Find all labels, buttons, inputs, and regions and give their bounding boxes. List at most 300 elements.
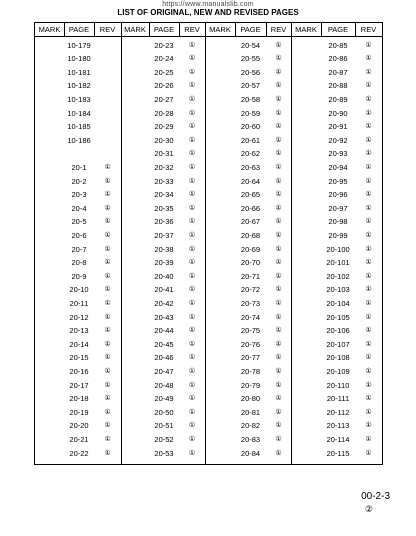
cell-rev: ① bbox=[188, 68, 196, 76]
cell-rev: ① bbox=[188, 435, 196, 443]
cell-mark bbox=[121, 108, 149, 120]
column-header-page: PAGE bbox=[240, 25, 261, 34]
cell-rev: ① bbox=[365, 204, 372, 212]
cell-rev bbox=[94, 108, 121, 120]
cell-page: 20-94 bbox=[328, 162, 348, 172]
cell-rev bbox=[94, 121, 121, 133]
cell-page: 20-5 bbox=[71, 217, 87, 227]
cell-rev: ① bbox=[104, 367, 111, 375]
column-header-page: PAGE bbox=[153, 25, 175, 34]
cell-mark bbox=[205, 312, 235, 324]
cell-rev: ① bbox=[275, 41, 282, 49]
cell-page: 20-59 bbox=[240, 108, 261, 118]
cell-page: 20-100 bbox=[326, 244, 350, 254]
cell-mark bbox=[291, 176, 321, 188]
cell-page: 20-49 bbox=[154, 394, 174, 404]
cell-mark bbox=[121, 162, 149, 174]
cell-rev: ① bbox=[188, 354, 196, 362]
cell-rev: ① bbox=[188, 95, 196, 103]
cell-rev bbox=[94, 53, 121, 65]
cell-rev: ① bbox=[104, 449, 111, 457]
cell-rev: ① bbox=[365, 68, 372, 76]
cell-page: 10-181 bbox=[67, 67, 91, 77]
cell-mark bbox=[205, 53, 235, 65]
cell-page: 10-182 bbox=[67, 81, 91, 91]
cell-mark bbox=[35, 244, 64, 256]
cell-mark bbox=[291, 366, 321, 378]
cell-page: 20-8 bbox=[71, 258, 87, 268]
cell-page: 20-86 bbox=[328, 54, 348, 64]
cell-rev: ① bbox=[188, 55, 196, 63]
cell-mark bbox=[291, 40, 321, 52]
cell-mark bbox=[121, 448, 149, 460]
cell-page: 20-16 bbox=[69, 366, 89, 376]
cell-mark bbox=[291, 325, 321, 337]
cell-mark bbox=[291, 67, 321, 79]
cell-mark bbox=[35, 40, 64, 52]
cell-mark bbox=[205, 189, 235, 201]
cell-page: 20-32 bbox=[154, 162, 174, 172]
cell-rev bbox=[94, 80, 121, 92]
cell-page: 10-183 bbox=[67, 94, 91, 104]
cell-rev: ① bbox=[104, 177, 111, 185]
cell-page: 20-64 bbox=[240, 176, 261, 186]
cell-rev: ① bbox=[104, 354, 111, 362]
cell-rev: ① bbox=[365, 299, 372, 307]
cell-page: 20-98 bbox=[328, 217, 348, 227]
cell-mark bbox=[121, 325, 149, 337]
cell-mark bbox=[205, 216, 235, 228]
cell-page: 20-50 bbox=[154, 407, 174, 417]
cell-mark bbox=[121, 176, 149, 188]
cell-mark bbox=[35, 80, 64, 92]
cell-rev: ① bbox=[275, 327, 282, 335]
cell-rev: ① bbox=[188, 408, 196, 416]
cell-page: 20-35 bbox=[154, 203, 174, 213]
cell-rev: ① bbox=[104, 340, 111, 348]
cell-rev bbox=[94, 148, 121, 160]
cell-page: 20-63 bbox=[240, 162, 261, 172]
cell-rev: ① bbox=[275, 259, 282, 267]
cell-rev: ① bbox=[188, 41, 196, 49]
cell-mark bbox=[205, 352, 235, 364]
cell-mark bbox=[35, 121, 64, 133]
cell-page: 20-19 bbox=[69, 407, 89, 417]
cell-mark bbox=[291, 339, 321, 351]
cell-mark bbox=[205, 148, 235, 160]
cell-page: 20-42 bbox=[154, 298, 174, 308]
cell-mark bbox=[291, 148, 321, 160]
cell-page: 20-88 bbox=[328, 81, 348, 91]
cell-page: 20-95 bbox=[328, 176, 348, 186]
cell-mark bbox=[205, 380, 235, 392]
cell-mark bbox=[121, 420, 149, 432]
cell-rev bbox=[94, 135, 121, 147]
cell-mark bbox=[35, 203, 64, 215]
cell-page: 20-48 bbox=[154, 380, 174, 390]
cell-page: 20-80 bbox=[240, 394, 261, 404]
cell-rev: ① bbox=[365, 191, 372, 199]
cell-mark bbox=[35, 366, 64, 378]
cell-page: 20-33 bbox=[154, 176, 174, 186]
cell-mark bbox=[291, 80, 321, 92]
cell-rev: ① bbox=[188, 272, 196, 280]
cell-mark bbox=[35, 135, 64, 147]
cell-mark bbox=[291, 94, 321, 106]
cell-rev: ① bbox=[365, 41, 372, 49]
cell-page: 20-1 bbox=[71, 162, 87, 172]
cell-page: 20-15 bbox=[69, 353, 89, 363]
cell-rev: ① bbox=[188, 395, 196, 403]
cell-rev: ① bbox=[365, 150, 372, 158]
cell-page: 20-18 bbox=[69, 394, 89, 404]
cell-page: 20-87 bbox=[328, 67, 348, 77]
cell-rev: ① bbox=[365, 177, 372, 185]
cell-rev: ① bbox=[104, 231, 111, 239]
cell-mark bbox=[205, 298, 235, 310]
column-header-mark: MARK bbox=[38, 25, 61, 34]
cell-mark bbox=[205, 244, 235, 256]
cell-rev: ① bbox=[104, 245, 111, 253]
cell-mark bbox=[205, 448, 235, 460]
cell-page bbox=[64, 148, 94, 160]
cell-rev: ① bbox=[275, 231, 282, 239]
cell-page: 20-115 bbox=[326, 448, 350, 458]
cell-rev: ① bbox=[365, 367, 372, 375]
cell-rev: ① bbox=[104, 422, 111, 430]
cell-page: 20-43 bbox=[154, 312, 174, 322]
cell-mark bbox=[35, 271, 64, 283]
cell-page: 20-101 bbox=[326, 258, 350, 268]
cell-mark bbox=[121, 271, 149, 283]
cell-rev: ① bbox=[104, 259, 111, 267]
cell-page: 20-20 bbox=[69, 421, 89, 431]
cell-rev: ① bbox=[188, 109, 196, 117]
cell-rev: ① bbox=[275, 381, 282, 389]
cell-page: 20-72 bbox=[240, 285, 261, 295]
cell-mark bbox=[205, 366, 235, 378]
cell-page: 20-61 bbox=[240, 135, 261, 145]
cell-mark bbox=[205, 203, 235, 215]
cell-mark bbox=[121, 366, 149, 378]
cell-rev: ① bbox=[365, 381, 372, 389]
cell-rev: ① bbox=[104, 408, 111, 416]
cell-mark bbox=[291, 244, 321, 256]
cell-mark bbox=[291, 393, 321, 405]
cell-rev: ① bbox=[275, 395, 282, 403]
column-header-page: PAGE bbox=[327, 25, 349, 34]
cell-rev: ① bbox=[188, 381, 196, 389]
cell-mark bbox=[35, 176, 64, 188]
cell-mark bbox=[121, 203, 149, 215]
cell-page: 20-24 bbox=[154, 54, 174, 64]
cell-page: 10-186 bbox=[67, 135, 91, 145]
cell-mark bbox=[291, 352, 321, 364]
cell-mark bbox=[205, 67, 235, 79]
cell-mark bbox=[291, 135, 321, 147]
cell-rev: ① bbox=[188, 299, 196, 307]
cell-rev: ① bbox=[188, 259, 196, 267]
cell-mark bbox=[35, 298, 64, 310]
cell-mark bbox=[35, 434, 64, 446]
cell-page: 20-40 bbox=[154, 271, 174, 281]
cell-page: 20-114 bbox=[326, 434, 350, 444]
cell-page: 20-112 bbox=[326, 407, 350, 417]
cell-mark bbox=[121, 148, 149, 160]
cell-rev: ① bbox=[275, 367, 282, 375]
cell-mark bbox=[121, 189, 149, 201]
cell-rev: ① bbox=[365, 272, 372, 280]
cell-page: 20-38 bbox=[154, 244, 174, 254]
cell-page: 20-105 bbox=[326, 312, 350, 322]
cell-rev: ① bbox=[188, 422, 196, 430]
cell-page: 20-70 bbox=[240, 258, 261, 268]
cell-mark bbox=[205, 393, 235, 405]
cell-rev: ① bbox=[104, 299, 111, 307]
cell-page: 20-75 bbox=[240, 326, 261, 336]
cell-page: 20-29 bbox=[154, 122, 174, 132]
cell-rev: ① bbox=[188, 177, 196, 185]
cell-page: 20-25 bbox=[154, 67, 174, 77]
cell-mark bbox=[121, 244, 149, 256]
cell-mark bbox=[291, 189, 321, 201]
cell-page: 20-73 bbox=[240, 298, 261, 308]
cell-rev: ① bbox=[104, 191, 111, 199]
cell-page: 20-9 bbox=[71, 271, 87, 281]
cell-rev: ① bbox=[188, 150, 196, 158]
column-header-mark: MARK bbox=[295, 25, 317, 34]
cell-page: 20-54 bbox=[240, 40, 261, 50]
cell-page: 20-78 bbox=[240, 366, 261, 376]
cell-rev: ① bbox=[275, 123, 282, 131]
cell-rev: ① bbox=[365, 286, 372, 294]
page-title: LIST OF ORIGINAL, NEW AND REVISED PAGES bbox=[117, 8, 299, 17]
cell-mark bbox=[205, 271, 235, 283]
cell-rev: ① bbox=[275, 299, 282, 307]
cell-page: 20-68 bbox=[240, 230, 261, 240]
cell-mark bbox=[35, 148, 64, 160]
cell-mark bbox=[121, 434, 149, 446]
column-header-mark: MARK bbox=[209, 25, 231, 34]
cell-rev: ① bbox=[104, 435, 111, 443]
cell-page: 20-51 bbox=[154, 421, 174, 431]
cell-mark bbox=[35, 352, 64, 364]
cell-page: 20-81 bbox=[240, 407, 261, 417]
cell-mark bbox=[121, 257, 149, 269]
cell-mark bbox=[121, 40, 149, 52]
cell-rev: ① bbox=[365, 136, 372, 144]
cell-rev: ① bbox=[188, 367, 196, 375]
cell-mark bbox=[291, 121, 321, 133]
cell-page: 20-106 bbox=[326, 326, 350, 336]
cell-mark bbox=[35, 380, 64, 392]
cell-rev: ① bbox=[275, 435, 282, 443]
cell-rev: ① bbox=[188, 245, 196, 253]
cell-rev bbox=[94, 94, 121, 106]
cell-rev: ① bbox=[275, 68, 282, 76]
cell-mark bbox=[291, 380, 321, 392]
cell-rev: ① bbox=[188, 136, 196, 144]
cell-rev: ① bbox=[188, 449, 196, 457]
column-header-mark: MARK bbox=[124, 25, 146, 34]
cell-rev: ① bbox=[365, 245, 372, 253]
cell-mark bbox=[35, 189, 64, 201]
page-revision-mark: ② bbox=[364, 504, 373, 514]
cell-mark bbox=[121, 230, 149, 242]
cell-mark bbox=[35, 162, 64, 174]
cell-page: 20-107 bbox=[326, 339, 350, 349]
cell-page: 20-28 bbox=[154, 108, 174, 118]
cell-rev: ① bbox=[104, 395, 111, 403]
cell-page: 20-47 bbox=[154, 366, 174, 376]
column-header-rev: REV bbox=[184, 25, 200, 34]
cell-rev: ① bbox=[104, 218, 111, 226]
cell-page: 20-37 bbox=[154, 230, 174, 240]
cell-mark bbox=[205, 325, 235, 337]
cell-mark bbox=[205, 40, 235, 52]
cell-page: 20-60 bbox=[240, 122, 261, 132]
cell-page: 20-11 bbox=[69, 298, 89, 308]
cell-mark bbox=[291, 312, 321, 324]
cell-page: 20-104 bbox=[326, 298, 350, 308]
cell-mark bbox=[291, 108, 321, 120]
cell-page: 20-85 bbox=[328, 40, 348, 50]
cell-mark bbox=[121, 380, 149, 392]
cell-mark bbox=[291, 434, 321, 446]
cell-rev: ① bbox=[275, 422, 282, 430]
cell-mark bbox=[121, 407, 149, 419]
cell-mark bbox=[291, 230, 321, 242]
cell-rev: ① bbox=[275, 354, 282, 362]
cell-page: 20-113 bbox=[326, 421, 350, 431]
cell-mark bbox=[205, 284, 235, 296]
cell-page: 20-12 bbox=[69, 312, 89, 322]
cell-mark bbox=[205, 162, 235, 174]
cell-mark bbox=[291, 257, 321, 269]
cell-rev: ① bbox=[365, 95, 372, 103]
cell-rev: ① bbox=[365, 313, 372, 321]
cell-rev: ① bbox=[275, 313, 282, 321]
cell-page: 10-184 bbox=[67, 108, 91, 118]
header-divider bbox=[35, 36, 382, 37]
cell-page: 20-84 bbox=[240, 448, 261, 458]
cell-mark bbox=[291, 216, 321, 228]
cell-mark bbox=[35, 393, 64, 405]
cell-rev: ① bbox=[104, 381, 111, 389]
cell-rev: ① bbox=[275, 150, 282, 158]
cell-page: 20-23 bbox=[154, 40, 174, 50]
cell-rev: ① bbox=[188, 327, 196, 335]
cell-mark bbox=[121, 121, 149, 133]
cell-page: 20-89 bbox=[328, 94, 348, 104]
cell-mark bbox=[121, 135, 149, 147]
cell-mark bbox=[205, 108, 235, 120]
cell-rev: ① bbox=[104, 313, 111, 321]
cell-rev: ① bbox=[188, 163, 196, 171]
cell-page: 20-77 bbox=[240, 353, 261, 363]
cell-rev: ① bbox=[365, 123, 372, 131]
cell-rev: ① bbox=[275, 136, 282, 144]
cell-page: 20-14 bbox=[69, 339, 89, 349]
cell-page: 20-39 bbox=[154, 258, 174, 268]
cell-rev: ① bbox=[365, 82, 372, 90]
cell-page: 20-103 bbox=[326, 285, 350, 295]
cell-page: 20-53 bbox=[154, 448, 174, 458]
cell-rev: ① bbox=[365, 259, 372, 267]
cell-mark bbox=[35, 257, 64, 269]
cell-page: 20-10 bbox=[69, 285, 89, 295]
cell-mark bbox=[35, 448, 64, 460]
cell-page: 20-83 bbox=[240, 434, 261, 444]
cell-page: 20-76 bbox=[240, 339, 261, 349]
column-header-rev: REV bbox=[270, 25, 287, 34]
cell-rev: ① bbox=[104, 204, 111, 212]
cell-rev: ① bbox=[365, 340, 372, 348]
cell-rev: ① bbox=[275, 177, 282, 185]
cell-rev: ① bbox=[275, 272, 282, 280]
cell-mark bbox=[35, 53, 64, 65]
cell-mark bbox=[121, 284, 149, 296]
cell-mark bbox=[205, 339, 235, 351]
cell-page: 20-57 bbox=[240, 81, 261, 91]
cell-rev bbox=[94, 40, 121, 52]
cell-page: 20-21 bbox=[69, 434, 89, 444]
cell-rev: ① bbox=[275, 408, 282, 416]
cell-mark bbox=[205, 420, 235, 432]
cell-mark bbox=[291, 284, 321, 296]
cell-page: 10-180 bbox=[67, 54, 91, 64]
cell-page: 20-111 bbox=[326, 394, 350, 404]
cell-mark bbox=[35, 216, 64, 228]
cell-page: 20-91 bbox=[328, 122, 348, 132]
cell-page: 20-7 bbox=[71, 244, 87, 254]
cell-page: 20-74 bbox=[240, 312, 261, 322]
cell-page: 20-79 bbox=[240, 380, 261, 390]
cell-rev: ① bbox=[188, 286, 196, 294]
cell-rev: ① bbox=[275, 163, 282, 171]
cell-rev: ① bbox=[275, 82, 282, 90]
cell-rev: ① bbox=[188, 218, 196, 226]
cell-rev: ① bbox=[365, 395, 372, 403]
cell-mark bbox=[291, 407, 321, 419]
cell-mark bbox=[121, 298, 149, 310]
cell-mark bbox=[35, 407, 64, 419]
cell-rev: ① bbox=[188, 231, 196, 239]
cell-page: 20-44 bbox=[154, 326, 174, 336]
cell-page: 20-109 bbox=[326, 366, 350, 376]
cell-mark bbox=[205, 135, 235, 147]
cell-mark bbox=[121, 312, 149, 324]
cell-page: 20-13 bbox=[69, 326, 89, 336]
cell-mark bbox=[35, 312, 64, 324]
cell-mark bbox=[121, 94, 149, 106]
cell-mark bbox=[121, 80, 149, 92]
cell-page: 20-99 bbox=[328, 230, 348, 240]
cell-rev: ① bbox=[275, 191, 282, 199]
cell-rev: ① bbox=[275, 218, 282, 226]
cell-rev: ① bbox=[104, 327, 111, 335]
cell-rev: ① bbox=[275, 204, 282, 212]
cell-mark bbox=[291, 420, 321, 432]
cell-page: 20-56 bbox=[240, 67, 261, 77]
cell-mark bbox=[35, 108, 64, 120]
cell-rev: ① bbox=[275, 95, 282, 103]
cell-page: 20-97 bbox=[328, 203, 348, 213]
cell-mark bbox=[35, 339, 64, 351]
cell-mark bbox=[35, 230, 64, 242]
cell-rev: ① bbox=[365, 109, 372, 117]
cell-mark bbox=[205, 407, 235, 419]
